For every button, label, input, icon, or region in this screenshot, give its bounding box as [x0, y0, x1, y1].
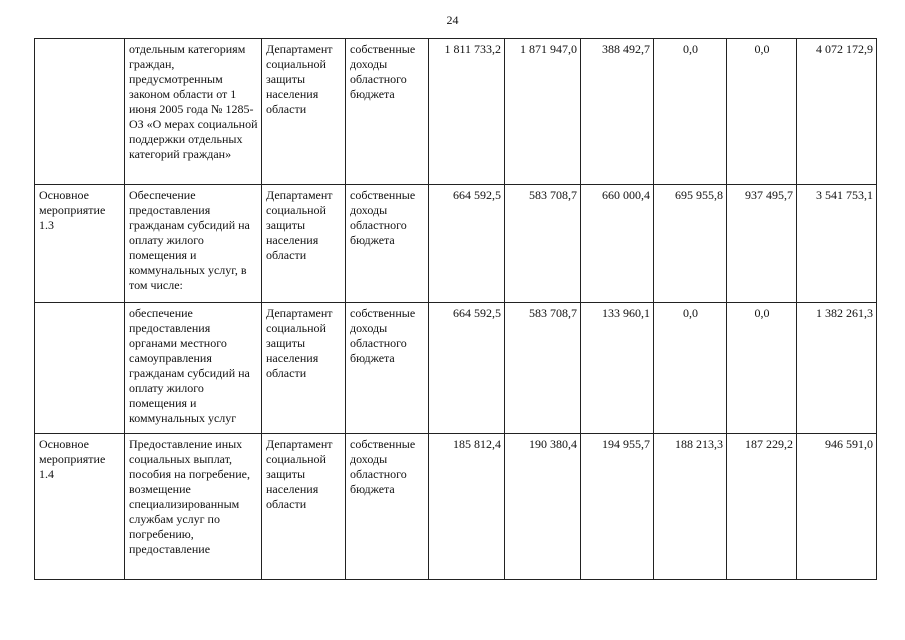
total-cell: 4 072 172,9	[797, 39, 877, 185]
value-cell: 664 592,5	[429, 185, 505, 303]
value-cell: 937 495,7	[727, 185, 797, 303]
executor-cell: Департамент социальной защиты населения области	[262, 39, 346, 185]
description-cell: обеспечение предоставления органами местного самоуправления гражданам субсидий на оплату жилого помещения и коммунальных услуг	[125, 303, 262, 434]
funding-source-cell: собственные доходы областного бюджета	[346, 303, 429, 434]
activity-cell	[35, 39, 125, 185]
funding-source-cell: собственные доходы областного бюджета	[346, 39, 429, 185]
value-cell: 190 380,4	[505, 434, 581, 580]
value-cell: 660 000,4	[581, 185, 654, 303]
value-cell: 133 960,1	[581, 303, 654, 434]
value-cell: 695 955,8	[654, 185, 727, 303]
funding-source-cell: собственные доходы областного бюджета	[346, 434, 429, 580]
description-cell: Обеспечение предоставления гражданам субсидий на оплату жилого помещения и коммунальных услуг, в том числе:	[125, 185, 262, 303]
table-row	[35, 185, 877, 303]
description-cell: Предоставление иных социальных выплат, пособия на погребение, возмещение специализированным службам услуг по погребению, предоставление	[125, 434, 262, 580]
value-cell: 664 592,5	[429, 303, 505, 434]
page-number: 24	[446, 13, 459, 27]
value-cell: 0,0	[727, 303, 797, 434]
value-cell: 187 229,2	[727, 434, 797, 580]
value-cell: 0,0	[727, 39, 797, 185]
value-cell: 0,0	[654, 303, 727, 434]
description-cell: отдельным категориям граждан, предусмотренным законом области от 1 июня 2005 года № 1285-ОЗ «О мерах социальной поддержки отдельных категорий граждан»	[125, 39, 262, 185]
value-cell: 583 708,7	[505, 303, 581, 434]
value-cell: 583 708,7	[505, 185, 581, 303]
executor-cell: Департамент социальной защиты населения области	[262, 303, 346, 434]
value-cell: 188 213,3	[654, 434, 727, 580]
budget-table	[34, 38, 877, 580]
value-cell: 0,0	[654, 39, 727, 185]
table-row	[35, 39, 877, 185]
activity-cell	[35, 303, 125, 434]
total-cell: 946 591,0	[797, 434, 877, 580]
executor-cell: Департамент социальной защиты населения области	[262, 185, 346, 303]
table-row	[35, 303, 877, 434]
total-cell: 1 382 261,3	[797, 303, 877, 434]
value-cell: 1 871 947,0	[505, 39, 581, 185]
value-cell: 185 812,4	[429, 434, 505, 580]
total-cell: 3 541 753,1	[797, 185, 877, 303]
activity-cell: Основное мероприятие 1.4	[35, 434, 125, 580]
table-row	[35, 434, 877, 580]
value-cell: 194 955,7	[581, 434, 654, 580]
funding-source-cell: собственные доходы областного бюджета	[346, 185, 429, 303]
executor-cell: Департамент социальной защиты населения области	[262, 434, 346, 580]
value-cell: 1 811 733,2	[429, 39, 505, 185]
value-cell: 388 492,7	[581, 39, 654, 185]
activity-cell: Основное мероприятие 1.3	[35, 185, 125, 303]
